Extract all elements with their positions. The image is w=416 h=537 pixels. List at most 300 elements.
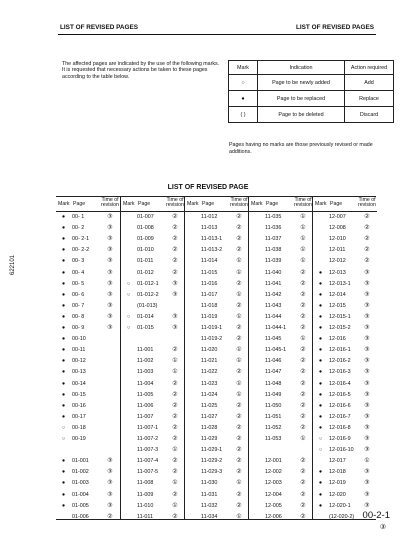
page-id: 01-006 — [72, 513, 89, 520]
page-id: 00- 2-1 — [72, 236, 90, 243]
header-mark: Mark — [187, 201, 199, 207]
revision-mark: ● — [61, 336, 66, 343]
page-id: 00- 1 — [72, 214, 85, 220]
revision-mark: ● — [61, 313, 66, 320]
page-id: 01-001 — [72, 458, 89, 465]
page-id: 11-014 — [201, 258, 218, 265]
page-id: 11-019-2 — [201, 336, 223, 343]
list-item — [185, 345, 249, 356]
time-of-revision: ② — [172, 214, 178, 220]
page-id: 11-020 — [201, 347, 218, 354]
page-id: 11-038 — [265, 247, 282, 254]
list-item — [313, 445, 377, 456]
page-column — [120, 197, 185, 519]
time-of-revision: ② — [172, 513, 178, 520]
list-item — [313, 401, 377, 412]
list-item — [313, 367, 377, 378]
page-id: (01-013) — [137, 302, 158, 309]
revision-mark: ● — [61, 380, 66, 387]
page-id: 11-052 — [265, 424, 282, 431]
time-of-revision: ② — [236, 402, 242, 409]
list-item — [313, 279, 377, 290]
revision-mark: ● — [318, 424, 323, 431]
page-id: 12-016-3 — [329, 369, 351, 376]
time-of-revision: ② — [172, 491, 178, 498]
page-id: 11-013-2 — [201, 247, 223, 254]
time-of-revision: ③ — [364, 469, 370, 476]
list-item — [185, 490, 249, 501]
revision-mark: ● — [318, 402, 323, 409]
list-item — [121, 401, 185, 412]
page-id: 01-014 — [137, 313, 154, 320]
list-item — [185, 256, 249, 267]
page-id: 11-029 — [201, 436, 218, 442]
table-title: LIST OF REVISED PAGE — [167, 184, 249, 191]
time-of-revision: ① — [236, 269, 242, 276]
page-id: 12-017 — [329, 458, 346, 465]
list-item — [121, 501, 185, 512]
list-item — [56, 245, 120, 256]
revision-mark: ● — [61, 269, 66, 276]
time-of-revision: ③ — [107, 491, 113, 498]
page-id: 00-14 — [72, 380, 86, 387]
list-item — [56, 279, 120, 290]
page-id: 01-002 — [72, 469, 89, 476]
revision-mark: ● — [318, 369, 323, 376]
list-item — [185, 312, 249, 323]
list-item — [185, 334, 249, 345]
time-of-revision: ③ — [107, 313, 113, 320]
page-id: 12-016-4 — [329, 380, 351, 387]
list-item — [185, 212, 249, 223]
page-id: 12-019 — [329, 480, 346, 487]
time-of-revision: ① — [236, 391, 242, 398]
page-id: 11-049 — [265, 391, 282, 398]
page-id: 11-008 — [137, 480, 154, 487]
header-page: Page — [138, 201, 151, 207]
time-of-revision: ② — [236, 225, 242, 232]
list-item — [56, 456, 120, 467]
time-of-revision: ① — [300, 247, 306, 254]
legend-indication-add: Page to be newly added — [258, 75, 345, 91]
page-id: 00-15 — [72, 391, 86, 398]
page-id: 12-016-1 — [329, 347, 351, 354]
list-item — [121, 423, 185, 434]
header-page: Page — [202, 201, 215, 207]
marks-legend-table — [228, 60, 394, 123]
time-of-revision: ② — [300, 280, 306, 287]
list-item — [56, 490, 120, 501]
page-id: 00-12 — [72, 358, 86, 365]
list-item — [249, 356, 313, 367]
time-of-revision: ② — [236, 280, 242, 287]
time-of-revision: ② — [236, 502, 242, 509]
time-of-revision: ③ — [107, 236, 113, 243]
time-of-revision: ③ — [172, 280, 178, 287]
time-of-revision: ② — [172, 269, 178, 276]
page-id: 11-042 — [265, 291, 282, 298]
time-of-revision: ① — [172, 447, 178, 454]
list-item — [249, 323, 313, 334]
time-of-revision: ① — [236, 513, 242, 520]
time-of-revision: ① — [300, 258, 306, 265]
time-of-revision: ② — [300, 269, 306, 276]
list-item — [185, 456, 249, 467]
time-of-revision: ③ — [364, 291, 370, 298]
page-id: 11-044-1 — [265, 325, 287, 331]
page-id: 01-004 — [72, 491, 89, 498]
time-of-revision: ③ — [364, 380, 370, 387]
page-id: 11-044 — [265, 313, 282, 320]
time-of-revision: ① — [300, 214, 306, 220]
column-header — [121, 197, 185, 212]
list-item — [249, 490, 313, 501]
time-of-revision: ② — [300, 347, 306, 354]
revision-mark: ● — [318, 469, 323, 476]
page-id: 00-17 — [72, 413, 86, 420]
list-item — [249, 478, 313, 489]
time-of-revision: ③ — [364, 313, 370, 320]
list-item — [56, 512, 120, 523]
page-id: 01-012-1 — [137, 280, 159, 287]
list-item — [313, 234, 377, 245]
time-of-revision: ② — [300, 313, 306, 320]
time-of-revision: ③ — [107, 480, 113, 487]
time-of-revision: ③ — [364, 402, 370, 409]
time-of-revision: ③ — [364, 280, 370, 287]
list-item — [56, 334, 120, 345]
list-item — [56, 268, 120, 279]
time-of-revision: ② — [172, 436, 178, 442]
time-of-revision: ① — [172, 502, 178, 509]
page-id: 12-016-8 — [329, 424, 351, 431]
revision-mark: ● — [318, 502, 323, 509]
header-mark: Mark — [123, 201, 135, 207]
list-item — [56, 379, 120, 390]
page-id: 11-024 — [201, 391, 218, 398]
time-of-revision: ② — [236, 436, 242, 442]
list-item — [313, 456, 377, 467]
page-id: 12-016-7 — [329, 413, 351, 420]
revision-mark: ○ — [61, 424, 66, 431]
page-column — [248, 197, 313, 519]
list-item — [56, 323, 120, 334]
revision-mark: ● — [61, 369, 66, 376]
page-id: 01-003 — [72, 480, 89, 487]
header-time-of-revision: Time of revision — [101, 197, 119, 208]
column-header — [185, 197, 249, 212]
header-time-of-revision: Time of revision — [358, 197, 376, 208]
page-id: 11-004 — [137, 380, 154, 387]
time-of-revision: ③ — [364, 358, 370, 365]
list-item — [249, 401, 313, 412]
page-id: 11-029-1 — [201, 447, 223, 454]
page-id: 12-011 — [329, 247, 346, 254]
legend-header-indication: Indication — [258, 61, 345, 75]
page-id: 12-016-2 — [329, 358, 351, 365]
page-id: 11-030 — [201, 480, 218, 487]
header-left: LIST OF REVISED PAGES — [60, 24, 139, 31]
list-item — [121, 434, 185, 445]
page-id: 11-029-3 — [201, 469, 223, 476]
list-item — [121, 245, 185, 256]
page-id: 11-019-1 — [201, 325, 223, 331]
time-of-revision: ② — [172, 391, 178, 398]
time-of-revision: ② — [172, 469, 178, 476]
time-of-revision: ② — [300, 391, 306, 398]
page-id: 11-043 — [265, 302, 282, 309]
time-of-revision: ② — [364, 258, 370, 265]
time-of-revision: ② — [236, 247, 242, 254]
list-item — [185, 268, 249, 279]
list-item — [313, 223, 377, 234]
page-revision-mark: ③ — [379, 524, 386, 531]
revision-mark: ● — [318, 391, 323, 398]
list-item — [249, 512, 313, 523]
list-item — [121, 234, 185, 245]
list-item — [249, 290, 313, 301]
time-of-revision: ② — [300, 458, 306, 465]
page-id: 11-029-2 — [201, 458, 223, 465]
header-page: Page — [330, 201, 343, 207]
list-item — [56, 212, 120, 223]
time-of-revision: ① — [300, 225, 306, 232]
list-item — [121, 334, 185, 345]
page-id: 01-012 — [137, 269, 154, 276]
time-of-revision: ② — [172, 402, 178, 409]
revision-mark: ● — [318, 280, 323, 287]
revision-mark: ● — [61, 502, 66, 509]
page-id: 11-035 — [265, 214, 282, 220]
time-of-revision: ② — [236, 214, 242, 220]
page-id: 12-003 — [265, 480, 282, 487]
list-item — [313, 434, 377, 445]
page-id: 12-020-1 — [329, 502, 351, 509]
time-of-revision: ② — [300, 402, 306, 409]
page-id: 11-041 — [265, 280, 282, 287]
revision-mark: ● — [318, 325, 323, 331]
list-item — [249, 423, 313, 434]
time-of-revision: ① — [172, 369, 178, 376]
time-of-revision: ③ — [364, 480, 370, 487]
note-text: Pages having no marks are those previously revised or made additions. — [229, 142, 373, 155]
list-item — [313, 245, 377, 256]
time-of-revision: ③ — [364, 447, 370, 454]
time-of-revision: ② — [236, 413, 242, 420]
page-id: 11-013 — [201, 225, 218, 232]
page-id: (12-020-2) — [329, 513, 355, 520]
legend-indication-delete: Page to be deleted — [258, 107, 345, 123]
revision-mark: ○ — [61, 436, 66, 442]
time-of-revision: ① — [300, 236, 306, 243]
list-item — [56, 312, 120, 323]
time-of-revision: ① — [236, 313, 242, 320]
page-id: 12-015 — [329, 302, 346, 309]
column-header — [249, 197, 313, 212]
page-id: 11-011 — [137, 513, 153, 520]
page-id: 00-16 — [72, 402, 86, 409]
list-item — [121, 467, 185, 478]
list-item — [185, 401, 249, 412]
time-of-revision: ② — [300, 513, 306, 520]
revision-mark: ● — [61, 291, 66, 298]
list-item — [56, 234, 120, 245]
time-of-revision: ① — [300, 336, 306, 343]
list-item — [56, 356, 120, 367]
page-id: 00- 3 — [72, 258, 85, 265]
page-id: 11-009 — [137, 491, 154, 498]
page-id: 00- 7 — [72, 302, 85, 309]
time-of-revision: ② — [300, 358, 306, 365]
time-of-revision: ③ — [364, 347, 370, 354]
time-of-revision: ② — [300, 325, 306, 331]
revision-mark: ● — [61, 236, 66, 243]
header-page: Page — [73, 201, 86, 207]
list-item — [249, 345, 313, 356]
list-item — [249, 501, 313, 512]
legend-header-mark: Mark — [229, 61, 258, 75]
list-item — [249, 412, 313, 423]
list-item — [56, 301, 120, 312]
list-item — [313, 312, 377, 323]
list-item — [56, 445, 120, 456]
time-of-revision: ② — [364, 247, 370, 254]
page-id: 00-19 — [72, 436, 86, 442]
time-of-revision: ② — [300, 424, 306, 431]
time-of-revision: ③ — [172, 313, 178, 320]
page-id: 11-036 — [265, 225, 282, 232]
page-id: 11-032 — [201, 502, 218, 509]
time-of-revision: ③ — [364, 424, 370, 431]
list-item — [121, 301, 185, 312]
page-id: 12-016-5 — [329, 391, 351, 398]
revision-mark: ● — [318, 413, 323, 420]
header-mark: Mark — [251, 201, 263, 207]
revision-mark: ● — [61, 413, 66, 420]
page-id: 12-016-10 — [329, 447, 354, 454]
page-id: 11-007-3 — [137, 447, 159, 454]
revision-mark: ○ — [318, 447, 323, 454]
list-item — [249, 279, 313, 290]
page-id: 00- 2-2 — [72, 247, 90, 254]
list-item — [56, 345, 120, 356]
list-item — [249, 256, 313, 267]
list-item — [121, 256, 185, 267]
time-of-revision: ③ — [172, 325, 178, 331]
list-item — [56, 412, 120, 423]
list-item — [313, 423, 377, 434]
page-id: 11-002 — [137, 358, 154, 365]
list-item — [185, 234, 249, 245]
revision-mark: ○ — [126, 313, 131, 320]
legend-mark-delete: ( ) — [229, 107, 258, 123]
revision-mark: ● — [61, 458, 66, 465]
list-item — [313, 467, 377, 478]
list-item — [121, 390, 185, 401]
list-item — [56, 501, 120, 512]
page-id: 12-018 — [329, 469, 346, 476]
list-item — [56, 467, 120, 478]
list-item — [56, 290, 120, 301]
time-of-revision: ③ — [364, 391, 370, 398]
page-id: 01-009 — [137, 236, 154, 243]
revision-mark: ○ — [126, 325, 131, 331]
time-of-revision: ② — [300, 491, 306, 498]
list-item — [313, 290, 377, 301]
page-id: 01-011 — [137, 258, 154, 265]
time-of-revision: ② — [300, 413, 306, 420]
list-item — [249, 234, 313, 245]
list-item — [185, 279, 249, 290]
list-item — [56, 256, 120, 267]
list-item — [313, 356, 377, 367]
page-id: 11-010 — [137, 502, 154, 509]
header-mark: Mark — [58, 201, 70, 207]
time-of-revision: ① — [236, 258, 242, 265]
list-item — [121, 367, 185, 378]
list-item — [313, 478, 377, 489]
list-item — [249, 434, 313, 445]
page-id: 00-18 — [72, 424, 86, 431]
list-item — [56, 390, 120, 401]
time-of-revision: ① — [364, 458, 370, 465]
page-column — [56, 197, 120, 519]
revision-mark: ● — [61, 347, 66, 354]
revision-mark: ● — [318, 336, 323, 343]
list-item — [313, 379, 377, 390]
header-time-of-revision: Time of revision — [294, 197, 312, 208]
page-id: 00- 9 — [72, 325, 85, 331]
time-of-revision: ③ — [107, 247, 113, 254]
page-id: 12-002 — [265, 469, 282, 476]
page-id: 11-012 — [201, 214, 218, 220]
time-of-revision: ② — [172, 380, 178, 387]
list-item — [185, 434, 249, 445]
time-of-revision: ② — [236, 424, 242, 431]
page-id: 12-015-1 — [329, 313, 351, 320]
time-of-revision: ③ — [107, 469, 113, 476]
list-item — [249, 301, 313, 312]
revision-mark: ○ — [318, 436, 323, 442]
time-of-revision: ③ — [364, 325, 370, 331]
revision-mark: ● — [61, 358, 66, 365]
list-item — [185, 379, 249, 390]
list-item — [249, 456, 313, 467]
list-item — [185, 323, 249, 334]
page-id: 11-028 — [201, 424, 218, 431]
list-item — [121, 456, 185, 467]
time-of-revision: ② — [172, 236, 178, 243]
list-item — [249, 379, 313, 390]
page-id: 11-007-5 — [137, 469, 159, 476]
time-of-revision: ② — [172, 225, 178, 232]
page-id: 11-040 — [265, 269, 282, 276]
list-item — [121, 323, 185, 334]
page-id: 00-11 — [72, 347, 86, 354]
column-header — [313, 197, 377, 212]
revision-mark: ● — [318, 347, 323, 354]
time-of-revision: ③ — [107, 502, 113, 509]
time-of-revision: ① — [236, 380, 242, 387]
revision-mark: ● — [61, 214, 66, 220]
revision-mark: ● — [61, 302, 66, 309]
list-item — [121, 490, 185, 501]
time-of-revision: ② — [236, 369, 242, 376]
list-item — [185, 445, 249, 456]
page-id: 11-031 — [201, 491, 218, 498]
page-id: 00- 5 — [72, 280, 85, 287]
page-id: 00-10 — [72, 336, 86, 343]
